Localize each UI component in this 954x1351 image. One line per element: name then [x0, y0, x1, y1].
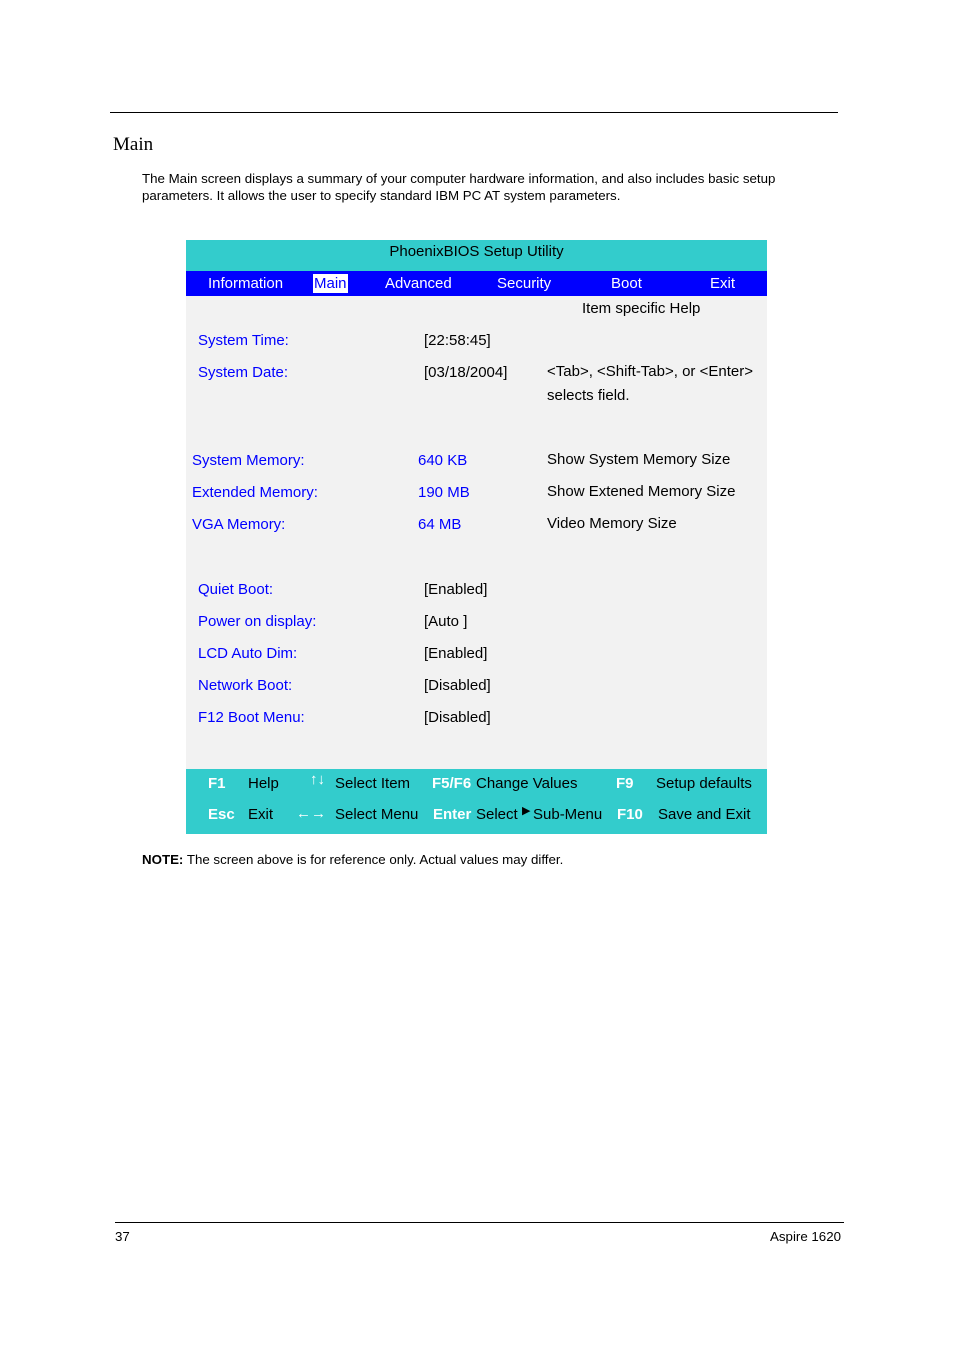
help-vga-memory: Video Memory Size — [547, 515, 677, 532]
change-values-desc: Change Values — [476, 775, 578, 792]
select-item-desc: Select Item — [335, 775, 411, 792]
field-value-system-memory: 640 KB — [418, 452, 468, 469]
field-value-vga-memory: 64 MB — [418, 516, 462, 533]
submenu-desc: Sub-Menu — [533, 806, 603, 823]
field-label-lcd-auto-dim: LCD Auto Dim: — [198, 645, 298, 662]
field-value-network-boot[interactable]: [Disabled] — [424, 677, 491, 694]
key-esc-desc: Exit — [248, 806, 274, 823]
select-desc: Select — [476, 806, 518, 823]
field-label-f12-boot-menu: F12 Boot Menu: — [198, 709, 305, 726]
menu-exit[interactable]: Exit — [710, 275, 736, 292]
field-value-quiet-boot[interactable]: [Enabled] — [424, 581, 488, 598]
field-value-system-time[interactable]: [22:58:45] — [424, 332, 491, 349]
item-help-heading: Item specific Help — [582, 300, 701, 317]
key-esc: Esc — [208, 806, 235, 823]
bios-title-bar: PhoenixBIOS Setup Utility — [186, 240, 767, 271]
bios-menu-bar — [186, 271, 767, 296]
field-value-power-on-display[interactable]: [Auto ] — [424, 613, 468, 630]
date-help-line2: selects field. — [547, 387, 630, 404]
field-value-lcd-auto-dim[interactable]: [Enabled] — [424, 645, 488, 662]
key-f1-desc: Help — [248, 775, 279, 792]
header-rule — [110, 112, 838, 113]
setup-defaults-desc: Setup defaults — [656, 775, 752, 792]
note-text: The screen above is for reference only. Actual values may differ. — [183, 852, 564, 867]
field-label-power-on-display: Power on display: — [198, 613, 317, 630]
up-down-arrows-icon: ↑↓ — [310, 771, 325, 788]
field-label-vga-memory: VGA Memory: — [192, 516, 286, 533]
field-label-quiet-boot: Quiet Boot: — [198, 581, 274, 598]
help-extended-memory: Show Extened Memory Size — [547, 483, 736, 500]
key-f1: F1 — [208, 775, 226, 792]
field-label-network-boot: Network Boot: — [198, 677, 293, 694]
field-label-extended-memory: Extended Memory: — [192, 484, 318, 501]
bios-screen — [186, 240, 767, 834]
note — [142, 852, 563, 867]
field-value-system-date[interactable]: [03/18/2004] — [424, 364, 508, 381]
note-label: NOTE: — [142, 852, 184, 867]
field-label-system-memory: System Memory: — [192, 452, 305, 469]
key-enter: Enter — [433, 806, 472, 823]
select-menu-desc: Select Menu — [335, 806, 419, 823]
bios-key-legend — [186, 769, 767, 834]
section-title: Main — [113, 134, 154, 155]
menu-main[interactable]: Main — [314, 275, 347, 292]
menu-information[interactable]: Information — [208, 275, 284, 292]
menu-security[interactable]: Security — [497, 275, 552, 292]
intro-paragraph: The Main screen displays a summary of your computer hardware information, and also includes basic setup parameters. It allows the user to specify standard IBM PC AT system parameters. — [142, 171, 776, 203]
document-title: Aspire 1620 — [770, 1229, 841, 1244]
submenu-triangle-icon: ▶ — [522, 805, 531, 817]
field-label-system-time: System Time: — [198, 332, 289, 349]
left-right-arrows-icon: ←→ — [296, 805, 326, 822]
menu-advanced[interactable]: Advanced — [385, 275, 452, 292]
save-exit-desc: Save and Exit — [658, 806, 751, 823]
key-f9: F9 — [616, 775, 634, 792]
page-number: 37 — [115, 1229, 130, 1244]
field-value-f12-boot-menu[interactable]: [Disabled] — [424, 709, 491, 726]
field-value-extended-memory: 190 MB — [418, 484, 470, 501]
field-label-system-date: System Date: — [198, 364, 289, 381]
key-f10: F10 — [617, 806, 643, 823]
help-system-memory: Show System Memory Size — [547, 451, 731, 468]
footer-rule — [115, 1222, 844, 1223]
date-help-line1: <Tab>, <Shift-Tab>, or <Enter> — [547, 363, 753, 380]
key-f5-f6: F5/F6 — [432, 775, 472, 792]
menu-boot[interactable]: Boot — [611, 275, 642, 292]
